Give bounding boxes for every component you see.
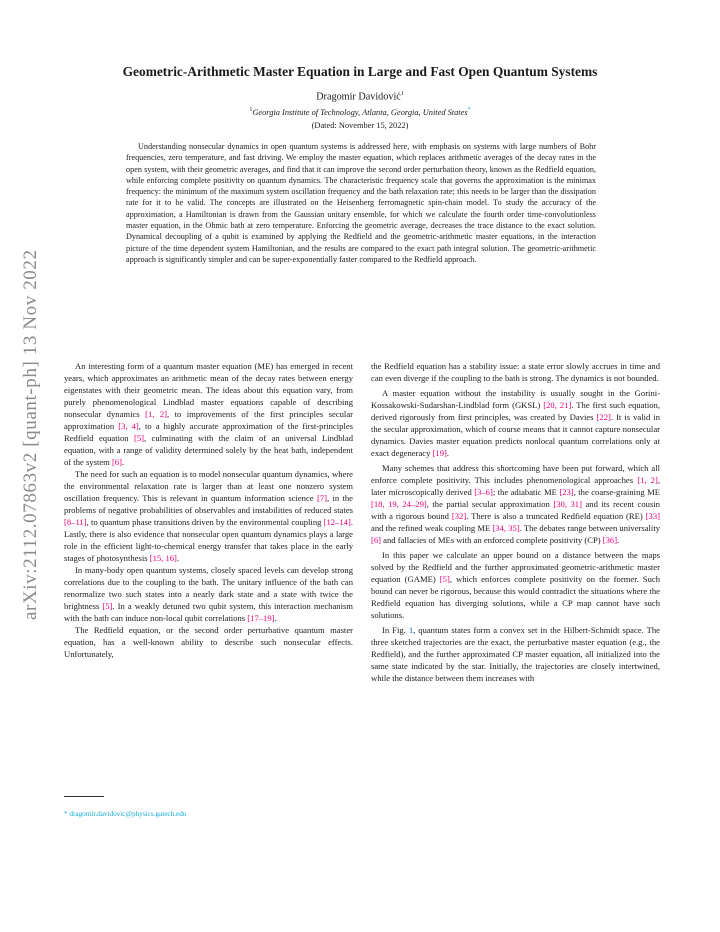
citation-link[interactable]: [23] [559,487,574,497]
citation-link[interactable]: [3–6] [474,487,493,497]
figure-reference-link[interactable]: 1 [408,625,414,635]
citation-link[interactable]: [33] [645,511,660,521]
paragraph: In this paper we calculate an upper bound on a distance between the maps solved by the Redfield and the further approximated geometric-arithmetic master equation (GAME) [5], which enforces complete positivity on the former. Such bound can never be rigorous, because this would contradict the situations where the Redfield equation has diverging solutions, while a CP map cannot have such solutions. [371,550,660,620]
arxiv-identifier: arXiv:2112.07863v2 [quant-ph] 13 Nov 2022 [20,249,41,620]
citation-link[interactable]: [6] [371,535,382,545]
author-email-link[interactable]: dragomir.davidovic@physics.gatech.edu [69,810,187,818]
citation-link[interactable]: [6] [111,457,123,467]
author-name: Dragomir Davidović [316,91,401,103]
citation-link[interactable]: [22] [596,412,611,422]
citation-link[interactable]: [7] [316,493,327,503]
paragraph: In many-body open quantum systems, closely spaced levels can develop strong correlations due to the coupling to the bath. The unitary influence of the bath can renormalize two such states into a nearly dark state and a state with twice the brightness [5]. In a weakly detuned two qubit system, this interaction mechanism with the bath can induce non-local qubit correlations [17–19]. [64,565,353,623]
citation-link[interactable]: [30, 31] [553,499,582,509]
paragraph: A master equation without the instability is usually sought in the Gorini-Kossakowski-Sudarshan-Lindblad form (GKSL) [20, 21]. The first such equation, derived rigorously from first principles, was created by Davies [22]. It is valid in the secular approximation, which of course means that it cannot capture nonsecular dynamics. Davies master equation predicts nonlocal quantum correlations only at exact degeneracy [19]. [371,388,660,458]
citation-link[interactable]: [20, 21] [543,400,572,410]
abstract: Understanding nonsecular dynamics in open quantum systems is addressed here, with emphasis on systems with large numbers of Bohr frequencies, zero temperature, and fast driving. We employ the master equation, which replaces arithmetic averages of the decay rates in the open system, with their geometric averages, and find that it can improve the second order perturbation theory, known as the Redfield equation, while enforcing complete positivity on quantum dynamics. The characteristic frequency scale that governs the approximation is the minimax frequency: the minimum of the maximum system oscillation frequency and the bath relaxation rate; this needs to be larger than the dissipation rate for it to be valid. The concepts are illustrated on the Heisenberg ferromagnetic spin-chain model. To study the accuracy of the approximation, a Hamiltonian is drawn from the Gaussian unitary ensemble, for which we calculate the fourth order time-convolutionless master equation, in the Ohmic bath at zero temperature. Enforcing the geometric average, decreases the trace distance to the exact solution. Dynamical decoupling of a qubit is examined by applying the Redfield and the geometric-arithmetic master equations, in the interaction picture of the time dependent system Hamiltonian, and the results are compared to the exact path integral solution. The geometric-arithmetic approach is significantly simpler and can be super-exponentially faster compared to the Redfield approach. [126,142,596,264]
footnote-marker: * [64,810,68,818]
right-column [371,360,660,684]
citation-link[interactable]: [12–14] [323,517,351,527]
author-line [60,91,660,102]
citation-link[interactable]: [5] [133,433,144,443]
citation-link[interactable]: [17–19] [247,613,275,623]
citation-link[interactable]: [5] [439,574,450,584]
left-column [64,360,353,660]
affiliation [60,107,660,117]
author-affiliation-marker: 1 [400,91,404,97]
paragraph: Many schemes that address this shortcoming have been put forward, which all enforce complete positivity. This includes phenomenological approaches [1, 2], later microscopically derived [3–6]; the adiabatic ME [23], the coarse-graining ME [18, 19, 24–29], the partial secular approximation [30, 31] and its recent cousin with a rigorous bound [32]. There is also a truncated Redfield equation (RE) [33] and the refined weak coupling ME [34, 35]. The debates range between universality [6] and fallacies of MEs with an enforced complete positivity (CP) [36]. [371,463,661,545]
paper-title: Geometric-Arithmetic Master Equation in Large and Fast Open Quantum Systems [122,64,598,79]
citation-link[interactable]: [36] [602,535,618,545]
affiliation-text: Georgia Institute of Technology, Atlanta, Georgia, United States [252,107,468,117]
email-footnote-marker[interactable]: * [467,107,471,113]
citation-link[interactable]: [15, 16] [149,553,177,563]
paragraph: The need for such an equation is to model nonsecular quantum dynamics, where the environmental relaxation rate is larger than at least one nonzero system oscillation frequency. This is relevant in quantum information science [7], in the problems of negative probabilities of observables and instabilities of reduced states [8–11], to quantum phase transitions driven by the environmental coupling [12–14]. Lastly, there is also evidence that nonsecular open quantum dynamics plays a large role in the efficient light-to-chemical energy transfer that takes place in the early stages of photosynthesis [15, 16]. [64,469,353,563]
paragraph: the Redfield equation has a stability issue: a state error slowly accrues in time and can even diverge if the coupling to the bath is strong. The dynamics is not bounded. [371,361,660,383]
footnote-rule [64,796,104,797]
paragraph: The Redfield equation, or the second order perturbative quantum master equation, has a well-known ability to describe such nonsecular effects. Unfortunately, [64,625,353,659]
citation-link[interactable]: [1, 2] [637,475,658,485]
citation-link[interactable]: [32] [451,511,467,521]
citation-link[interactable]: [19] [432,448,447,458]
citation-link[interactable]: [34, 35] [492,523,520,533]
paragraph: An interesting form of a quantum master equation (ME) has emerged in recent years, which approximates an arithmetic mean of the decay rates between energy eigenstates with their geometric mean. The ideas about this equation vary, from purely phenomenological Lindblad master equations capable of describing nonsecular dynamics [1, 2], to improvements of the first principles secular approximation [3, 4], to a highly accurate approximation of the first-principles Redfield equation [5], culminating with the claim of an universal Lindblad equation, with a range of validity determined solely by the heat bath, independent of the system [6]. [64,361,353,467]
citation-link[interactable]: [1, 2] [145,409,168,419]
paragraph: In Fig. 1, quantum states form a convex set in the Hilbert-Schmidt space. The three sketched trajectories are the exact, the perturbative master equation (e.g., the Redfield), and the further approximated CP master equation, all initialized into the same state indicated by the star. Initially, the trajectories are closely intertwined, while the distance between them increases with [371,625,660,683]
date-line: (Dated: November 15, 2022) [311,121,409,130]
footnote [64,810,186,818]
citation-link[interactable]: [3, 4] [118,421,139,431]
affiliation-number: 1 [249,107,253,113]
citation-link[interactable]: [8–11] [64,517,87,527]
citation-link[interactable]: [5] [102,601,113,611]
citation-link[interactable]: [18, 19, 24–29] [371,499,427,509]
